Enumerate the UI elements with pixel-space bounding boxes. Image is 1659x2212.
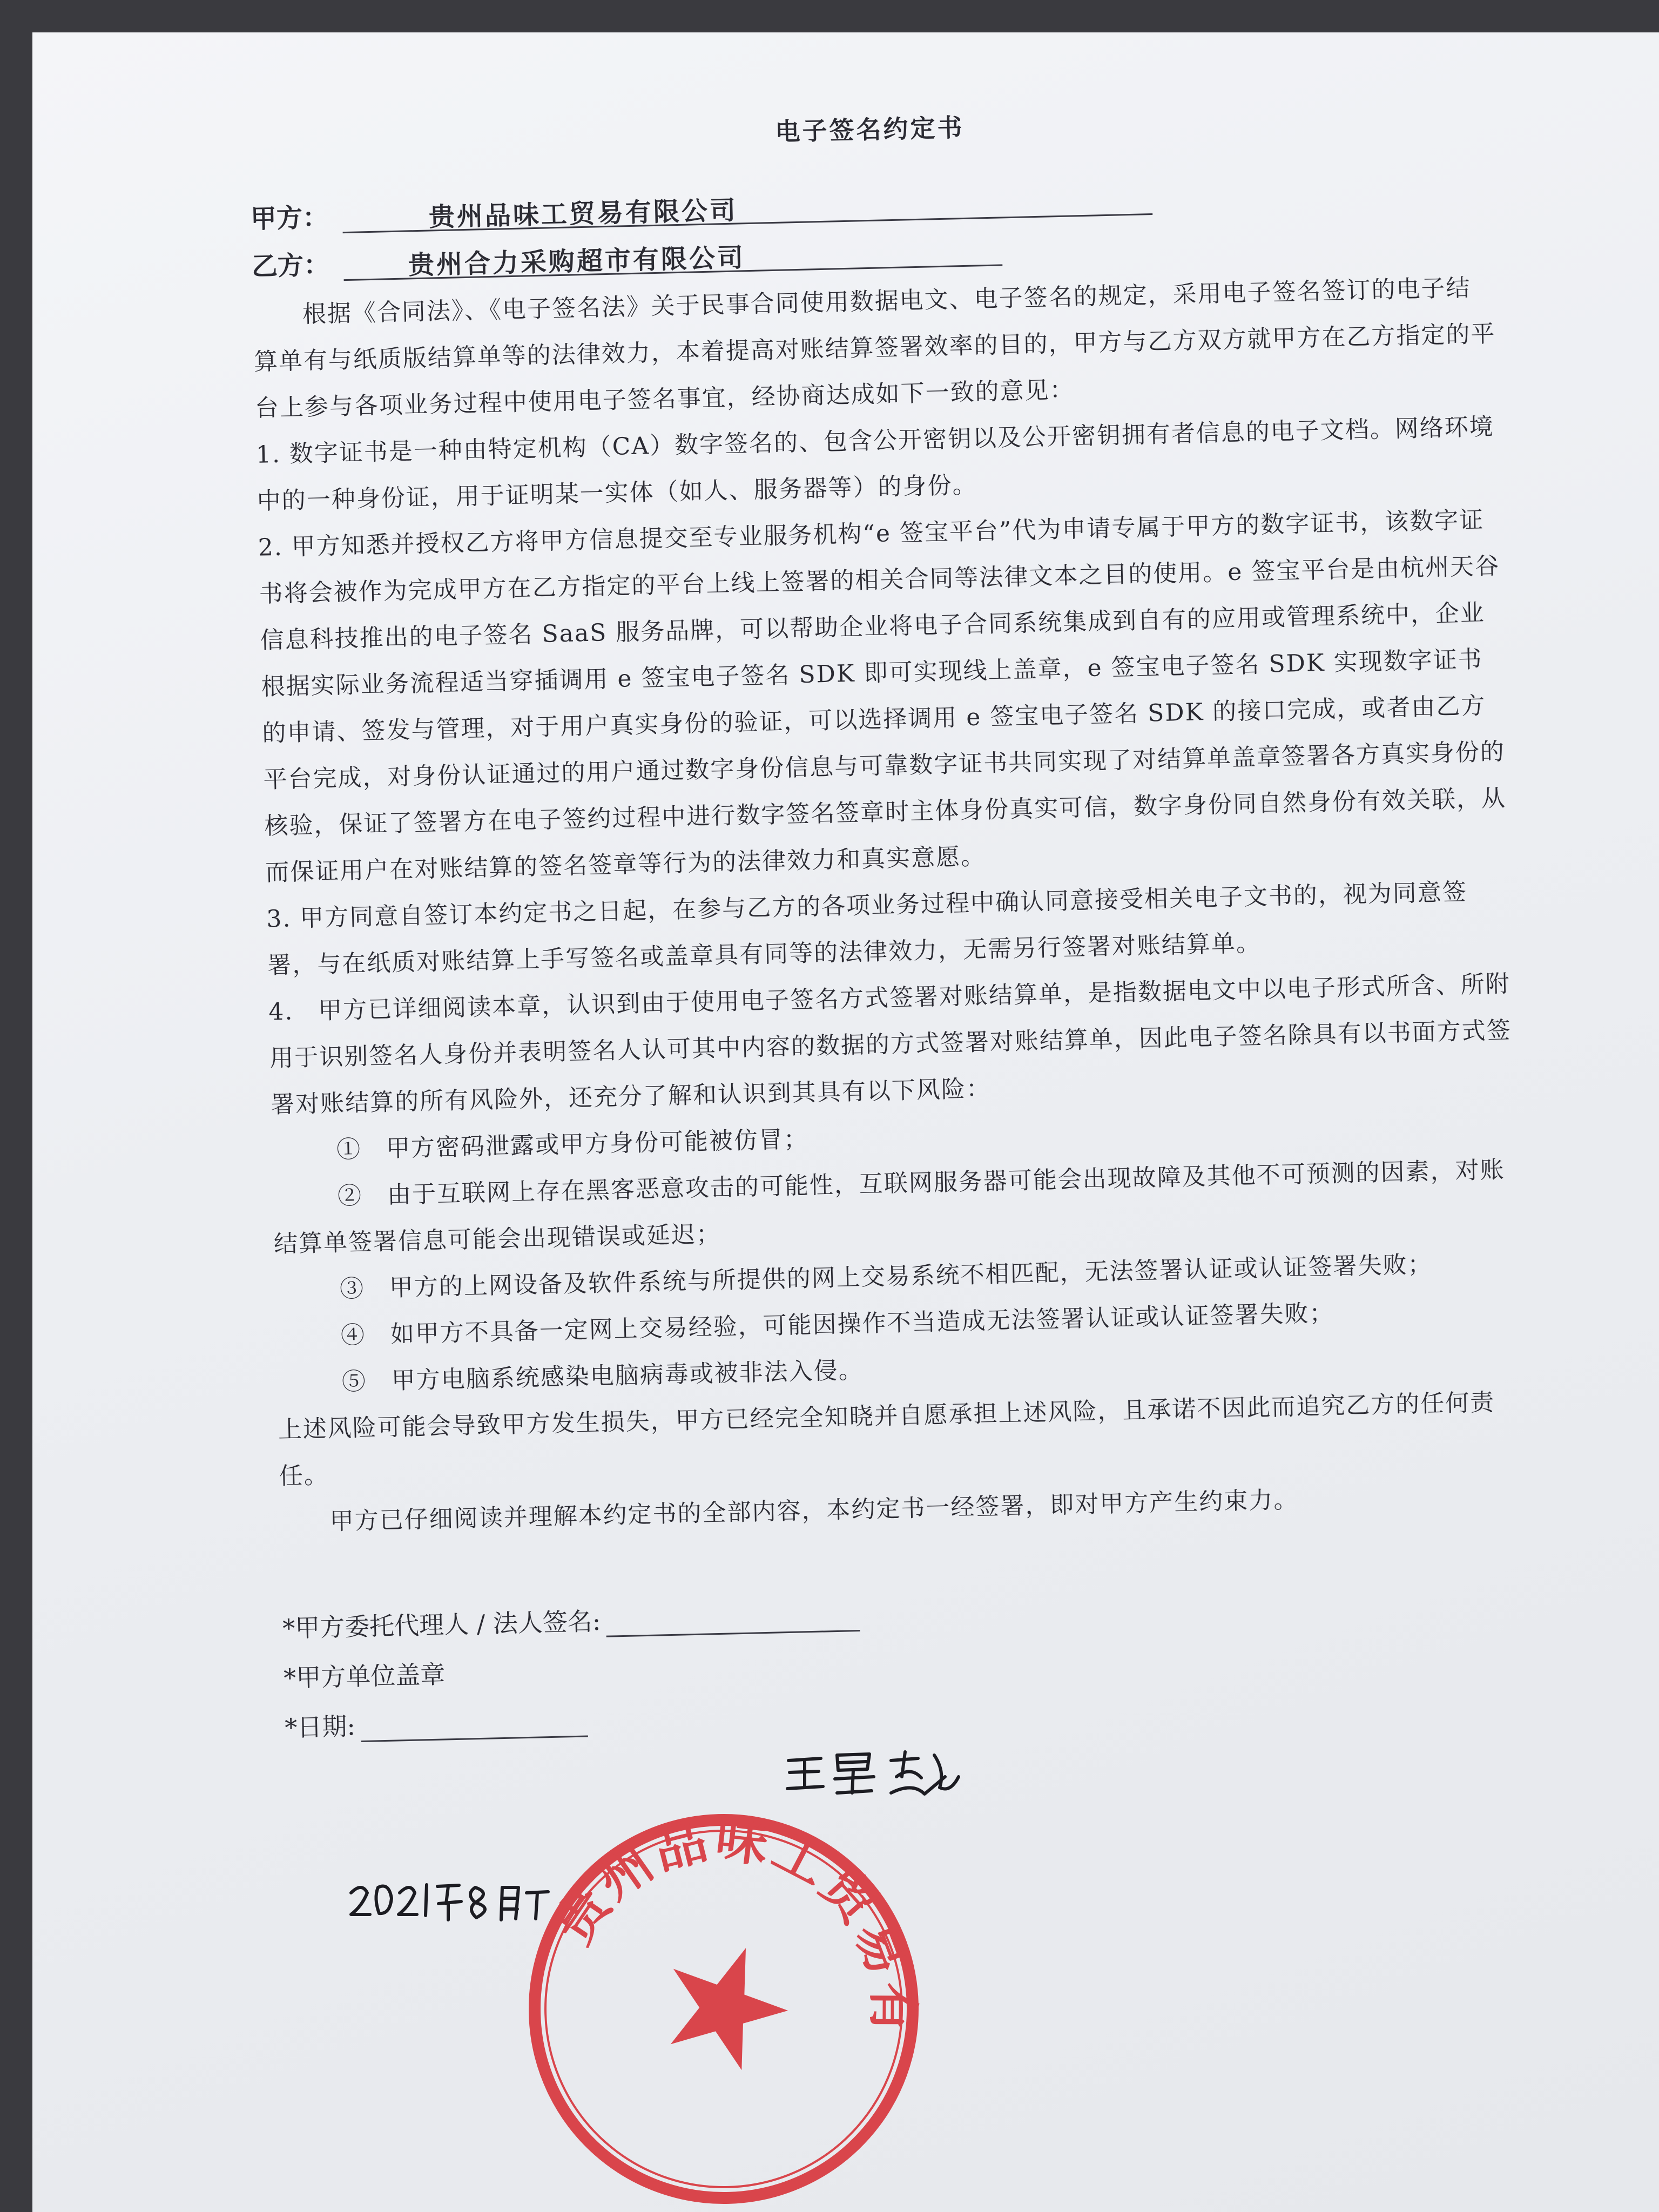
date-line <box>360 1703 588 1743</box>
risk-item: ④ 如甲方不具备一定网上交易经验，可能因操作不当造成无法签署认证或认证签署失败； <box>340 1299 1335 1350</box>
paragraph-1: 1. 数字证书是一种由特定机构（CA）数字签名的、包含公开密钥以及公开密钥拥有者信息的电子文档。网络环境中的一种身份证，用于证明某一实体（如人、服务器等）的身份。 <box>255 413 1495 515</box>
party-b-label: 乙方： <box>251 249 330 282</box>
risk-item: ③ 甲方的上网设备及软件系统与所提供的网上交易系统不相匹配，无法签署认证或认证签署失败； <box>339 1250 1433 1303</box>
risk-item: ② 由于互联网上存在黑客恶意攻击的可能性，互联网服务器可能会出现故障及其他不可预测的因素，对账结算单签署信息可能会出现错误或延迟； <box>273 1156 1506 1258</box>
paragraph-3: 3. 甲方同意自签订本约定书之日起，在参与乙方的各项业务过程中确认同意接受相关电子文书的，视为同意签署，与在纸质对账结算上手写签名或盖章具有同等的法律效力，无需另行签署对账结算单。 <box>266 878 1468 980</box>
risk-item: ⑤ 甲方电脑系统感染电脑病毒或被非法入侵。 <box>341 1356 864 1396</box>
signature-block <box>282 1567 1527 1744</box>
seal-text: 贵州品味工贸易有限公司 <box>543 1808 923 2038</box>
signature-line <box>606 1597 860 1637</box>
agreement-text <box>252 265 1522 1547</box>
date-label: *日期: <box>284 1711 356 1743</box>
party-a-label: 甲方： <box>250 202 329 234</box>
paragraph-intro: 根据《合同法》、《电子签名法》关于民事合同使用数据电文、电子签名的规定，采用电子签名签订的电子结算单有与纸质版结算单等的法律效力，本着提高对账结算签署效率的目的，甲方与乙方双方就甲方在乙方指定的平台上参与各项业务过程中使用电子签名事宜，经协商达成如下一致的意见： <box>253 274 1496 422</box>
document-page <box>32 32 1659 2212</box>
handwritten-signature <box>783 1744 961 1798</box>
seal-star-icon <box>649 1927 803 2078</box>
company-seal <box>518 1804 929 2212</box>
seal-label: *甲方单位盖章 <box>283 1660 446 1693</box>
party-b-name: 贵州合力采购超市有限公司 <box>343 231 1002 281</box>
risk-item: ① 甲方密码泄露或甲方身份可能被仿冒； <box>336 1125 809 1164</box>
document-title: 电子签名约定书 <box>774 112 965 146</box>
document-body <box>248 96 1527 1744</box>
final-statement: 甲方已仔细阅读并理解本约定书的全部内容，本约定书一经签署，即对甲方产生约束力。 <box>329 1486 1299 1536</box>
party-a-name: 贵州品味工贸易有限公司 <box>342 180 1152 233</box>
signature-label: *甲方委托代理人 / 法人签名: <box>282 1606 601 1643</box>
paragraph-2: 2. 甲方知悉并授权乙方将甲方信息提交至专业服务机构“e 签宝平台”代为申请专属于甲方的数字证书，该数字证书将会被作为完成甲方在乙方指定的平台上线上签署的相关合同等法律文本之目的使用。e 签宝平台是由杭州天谷信息科技推出的电子签名 SaaS 服务品牌，可以帮助企业将电子合同系统集成到自有的应用或管理系统中，企业根据实际业务流程适当穿插调用 e 签宝电子签名 SDK 即可实现线上盖章，e 签宝电子签名 SDK 实现数字证书的申请、签发与管理，对于用户真实身份的验证，可以选择调用 e 签宝电子签名 SDK 的接口完成，或者由乙方平台完成，对身份认证通过的用户通过数字身份信息与可靠数字证书共同实现了对结算单盖章签署各方真实身份的核验，保证了签署方在电子签约过程中进行数字签名签章时主体身份真实可信，数字身份同自然身份有效关联，从而保证用户在对账结算的签名签章等行为的法律效力和真实意愿。 <box>258 506 1507 887</box>
paragraph-4: 4. 甲方已详细阅读本章，认识到由于使用电子签名方式签署对账结算单，是指数据电文中以电子形式所含、所附用于识别签名人身份并表明签名人认可其中内容的数据的方式签署对账结算单，因此电子签名除具有以书面方式签署对账结算的所有风险外，还充分了解和认识到其具有以下风险： <box>268 970 1512 1119</box>
risk-conclusion: 上述风险可能会导致甲方发生损失，甲方已经完全知晓并自愿承担上述风险，且承诺不因此而追究乙方的任何责任。 <box>278 1388 1495 1491</box>
